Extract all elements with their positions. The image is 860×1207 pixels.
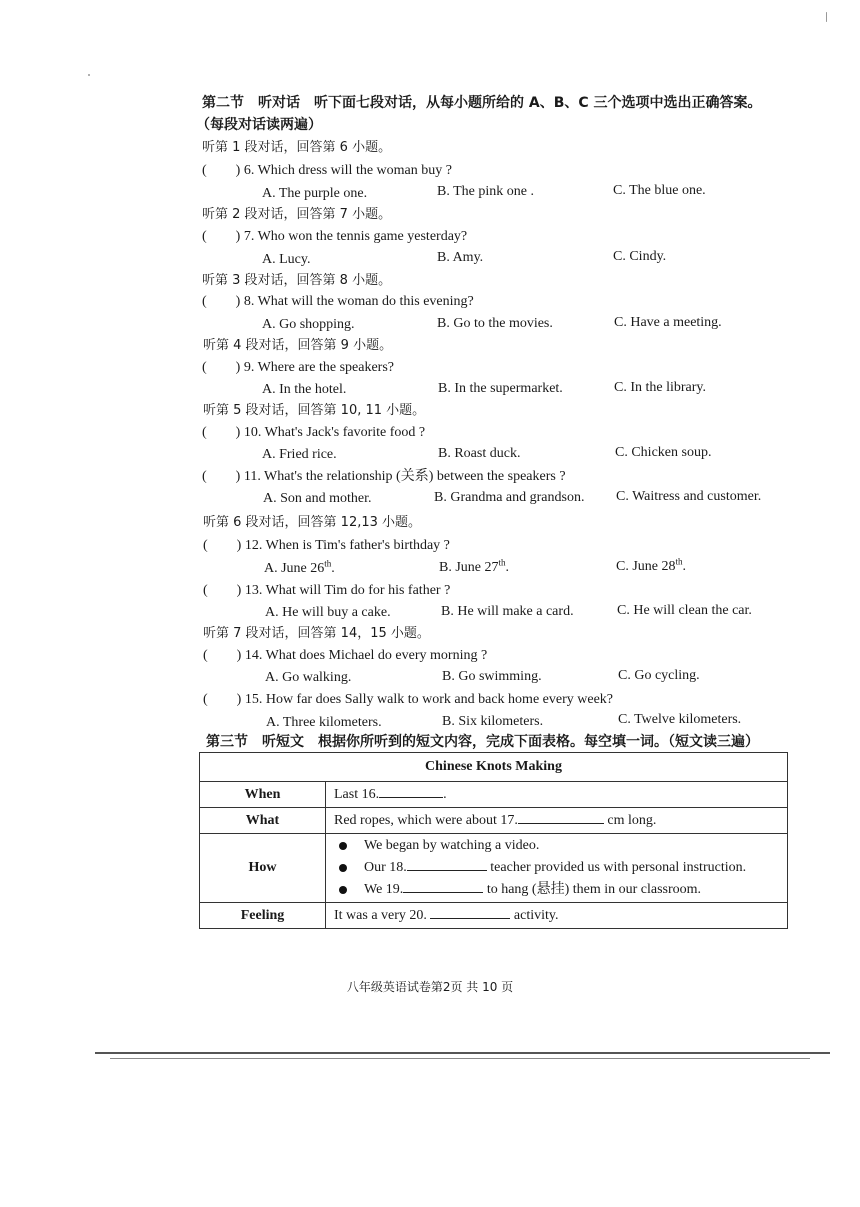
scan-edge-line (110, 1058, 810, 1059)
option-b: B. He will make a card. (441, 604, 574, 619)
scan-speck (88, 74, 90, 76)
scan-edge-line (95, 1052, 830, 1054)
dialog-intro: 听第 4 段对话，回答第 9 小题。 (203, 338, 393, 353)
option-b-text: B. June 27 (439, 560, 499, 575)
option-b: B. Amy. (437, 250, 484, 265)
question-text: ) 13. What will Tim do for his father ? (236, 583, 451, 598)
row-label-when: When (200, 782, 326, 808)
list-item (334, 835, 779, 857)
blank-19[interactable] (403, 880, 483, 893)
page-footer: 八年级英语试卷第2页 共 10 页 (346, 980, 514, 994)
row-content-feeling (326, 903, 788, 929)
question-text: ) 12. When is Tim's father's birthday ? (236, 538, 450, 553)
option-b: B. In the supermarket. (438, 381, 563, 396)
dialog-intro: 听第 3 段对话，回答第 8 小题。 (202, 273, 392, 288)
option-c: C. He will clean the car. (617, 603, 752, 618)
option-a (264, 560, 335, 578)
question-8 (202, 293, 474, 311)
how-item-text: We 19. (364, 882, 404, 897)
list-item (334, 879, 779, 901)
question-14 (203, 647, 487, 665)
question-text: ) 11. What's the relationship (关系) between the speakers ? (235, 469, 566, 484)
table-row (200, 808, 788, 834)
option-b: B. Six kilometers. (442, 714, 544, 729)
option-b: B. Grandma and grandson. (434, 490, 585, 505)
answer-paren[interactable]: ( (202, 163, 207, 178)
dialog-intro: 听第 7 段对话，回答第 14，15 小题。 (203, 626, 430, 641)
answer-paren[interactable]: ( (202, 425, 207, 440)
question-12 (203, 537, 450, 555)
question-15 (203, 691, 613, 709)
answer-paren[interactable]: ( (203, 648, 208, 663)
question-text: ) 8. What will the woman do this evening? (235, 294, 474, 309)
section3-title: 第三节 听短文 根据你所听到的短文内容，完成下面表格。每空填一词。（短文读三遍） (206, 734, 759, 750)
dialog-intro: 听第 1 段对话，回答第 6 小题。 (202, 140, 392, 155)
question-9 (202, 359, 394, 377)
option-c: C. Waitress and customer. (616, 489, 762, 504)
option-b (439, 559, 509, 577)
option-a-text: A. June 26 (264, 561, 325, 576)
option-a: A. He will buy a cake. (265, 605, 391, 620)
answer-paren[interactable]: ( (203, 538, 208, 553)
option-a: A. Son and mother. (263, 491, 372, 506)
table-row (200, 834, 788, 903)
option-c: C. Cindy. (613, 249, 667, 264)
feeling-text: It was a very 20. (334, 908, 427, 923)
option-b: B. The pink one . (437, 184, 534, 199)
table-row (200, 782, 788, 808)
answer-paren[interactable]: ( (203, 583, 208, 598)
how-item-text: teacher provided us with personal instruction. (490, 860, 747, 875)
row-content-when (326, 782, 788, 808)
option-a: A. Three kilometers. (266, 715, 382, 730)
row-label-feeling: Feeling (200, 903, 326, 929)
question-text: ) 6. Which dress will the woman buy ? (235, 163, 452, 178)
question-text: ) 10. What's Jack's favorite food ? (235, 425, 426, 440)
option-c-text: C. June 28 (616, 559, 676, 574)
option-c: C. Chicken soup. (615, 445, 712, 460)
table-row (200, 903, 788, 929)
list-item (334, 857, 779, 879)
dialog-intro: 听第 6 段对话，回答第 12,13 小题。 (203, 515, 422, 530)
option-a: A. Lucy. (262, 252, 311, 267)
table-header-row (200, 753, 788, 782)
what-text: Red ropes, which were about 17. (334, 813, 518, 828)
question-10 (202, 424, 425, 442)
question-text: ) 14. What does Michael do every morning ? (236, 648, 488, 663)
ordinal-suffix: th (498, 557, 506, 568)
answer-paren[interactable]: ( (202, 469, 207, 484)
option-a: A. In the hotel. (262, 382, 347, 397)
option-a: A. Go walking. (265, 670, 352, 685)
dialog-intro: 听第 5 段对话，回答第 10, 11 小题。 (203, 403, 426, 418)
answer-paren[interactable]: ( (202, 360, 207, 375)
how-list (334, 835, 779, 901)
knots-table (199, 752, 788, 929)
ordinal-suffix: th (675, 556, 683, 567)
option-c: C. Have a meeting. (614, 315, 722, 330)
feeling-tail: activity. (513, 908, 559, 923)
option-tail: . (505, 560, 510, 575)
option-a: A. Fried rice. (262, 447, 337, 462)
what-tail: cm long. (607, 813, 657, 828)
how-item-text: to hang (悬挂) them in our classroom. (486, 882, 702, 897)
question-7 (202, 228, 467, 246)
answer-paren[interactable]: ( (202, 229, 207, 244)
question-6 (202, 162, 452, 180)
option-tail: . (682, 559, 687, 574)
question-text: ) 7. Who won the tennis game yesterday? (235, 229, 468, 244)
question-13 (203, 582, 450, 600)
section2-title: 第二节 听对话 听下面七段对话，从每小题所给的 A、B、C 三个选项中选出正确答案。 (202, 95, 762, 111)
option-c: C. In the library. (614, 380, 707, 395)
row-label-how: How (200, 834, 326, 903)
option-tail: . (331, 561, 335, 576)
ordinal-suffix: th (324, 558, 332, 569)
how-item-text: We began by watching a video. (364, 838, 540, 853)
how-item-text: Our 18. (364, 860, 407, 875)
blank-18[interactable] (407, 858, 487, 871)
section2-note: （每段对话读两遍） (196, 117, 322, 133)
row-content-what (326, 808, 788, 834)
row-content-how (326, 834, 788, 903)
answer-paren[interactable]: ( (202, 294, 207, 309)
question-text: ) 9. Where are the speakers? (235, 360, 394, 375)
scan-speck (826, 12, 827, 22)
option-a: A. The purple one. (262, 186, 368, 201)
option-c (616, 558, 686, 576)
option-a: A. Go shopping. (262, 317, 355, 332)
option-b: B. Roast duck. (438, 446, 521, 461)
dialog-intro: 听第 2 段对话，回答第 7 小题。 (202, 207, 392, 222)
option-b: B. Go swimming. (442, 669, 542, 684)
option-c: C. Go cycling. (618, 668, 700, 683)
blank-20[interactable] (430, 906, 510, 919)
question-11 (202, 468, 566, 486)
option-c: C. Twelve kilometers. (618, 712, 742, 727)
answer-paren[interactable]: ( (203, 692, 208, 707)
table-title: Chinese Knots Making (200, 753, 788, 782)
blank-17[interactable] (518, 811, 604, 824)
row-label-what: What (200, 808, 326, 834)
when-tail: . (443, 787, 447, 802)
blank-16[interactable] (379, 785, 443, 798)
question-text: ) 15. How far does Sally walk to work and back home every week? (236, 692, 613, 707)
option-b: B. Go to the movies. (437, 316, 553, 331)
when-text: Last 16. (334, 787, 380, 802)
option-c: C. The blue one. (613, 183, 706, 198)
